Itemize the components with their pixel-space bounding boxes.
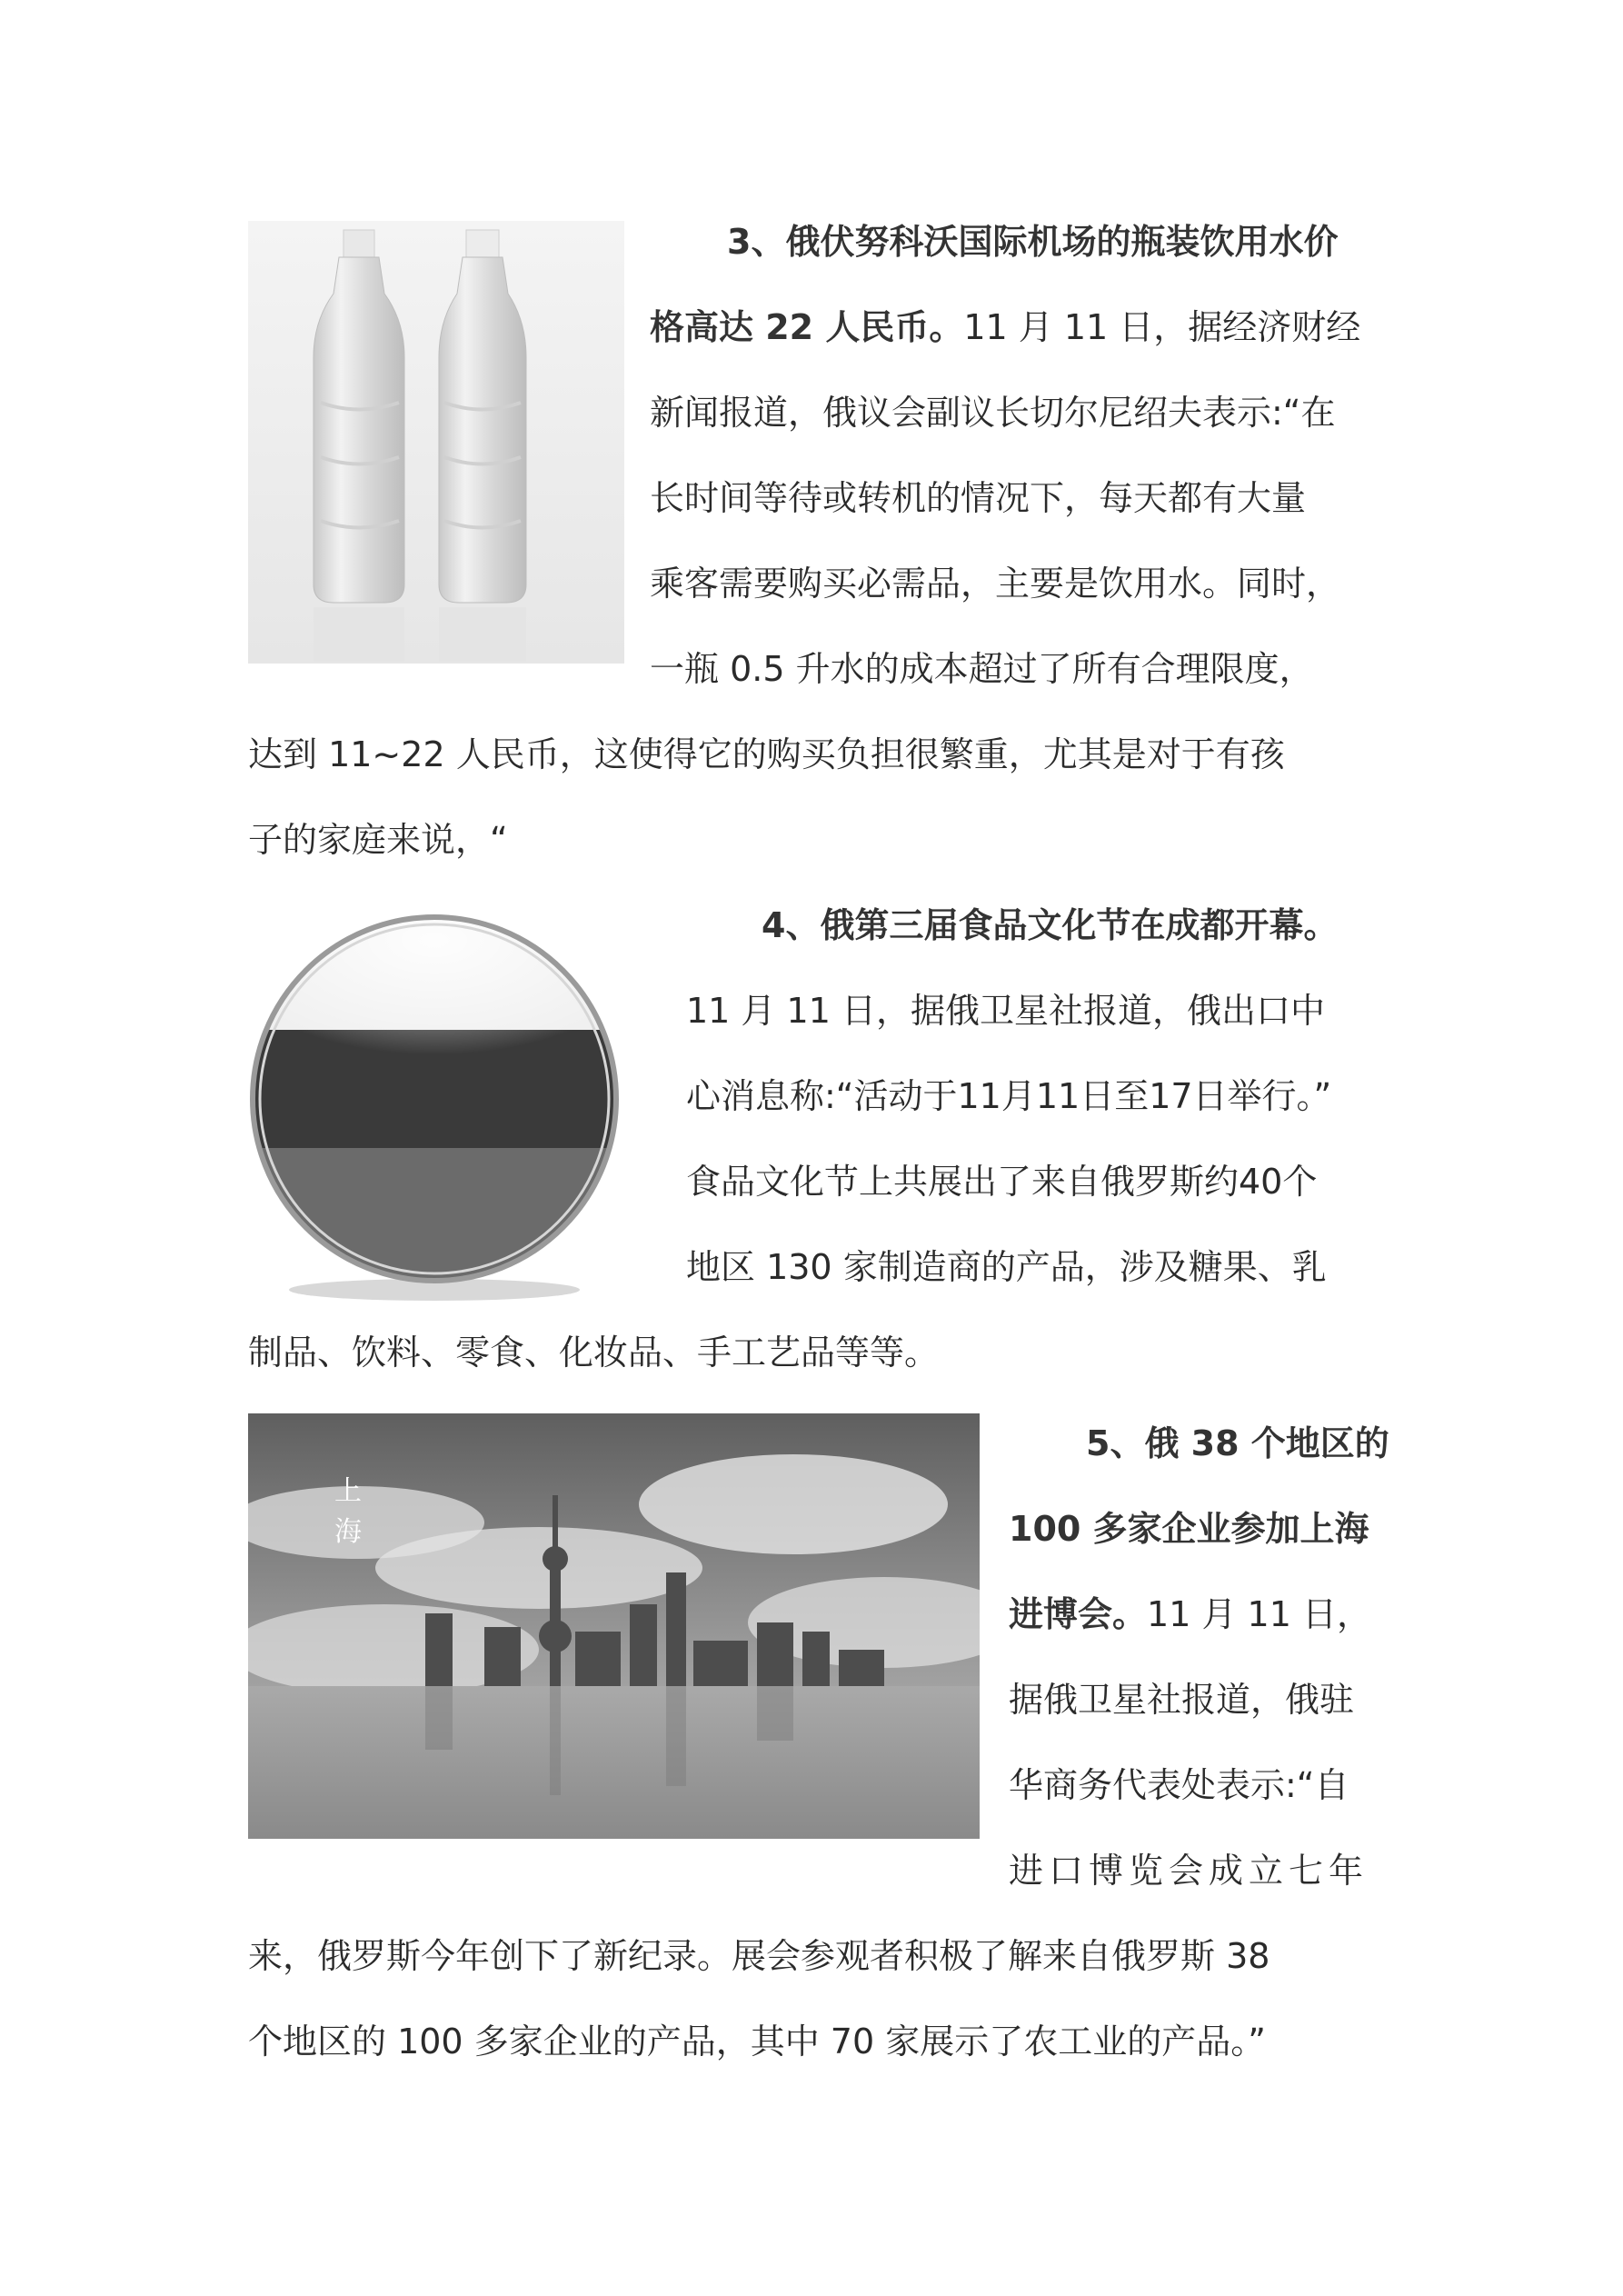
section-3-line-6: 一瓶 0.5 升水的成本超过了所有合理限度， (650, 649, 1314, 689)
section-4-line-2: 11 月 11 日，据俄卫星社报道，俄出口中 (686, 991, 1325, 1031)
water-bottles-illustration (248, 221, 624, 664)
skyline-caption-char-2: 海 (334, 1516, 362, 1548)
skyline-caption-char-1: 上 (334, 1475, 362, 1507)
section-3-line-8: 子的家庭来说，“ (248, 820, 508, 860)
section-5-line-4: 据俄卫星社报道，俄驻 (1009, 1680, 1355, 1720)
russian-flag-sphere-image (248, 893, 621, 1304)
section-4-line-5: 地区 130 家制造商的产品，涉及糖果、乳 (686, 1247, 1327, 1287)
section-4-line-3: 心消息称:“活动于11月11日至17日举行。” (686, 1076, 1332, 1116)
section-3-line-5: 乘客需要购买必需品，主要是饮用水。同时， (650, 564, 1341, 604)
section-5-headline-line-3: 进博会。 (1009, 1594, 1148, 1634)
section-4-headline: 4、俄第三届食品文化节在成都开幕。 (762, 905, 1339, 945)
section-4-line-6: 制品、饮料、零食、化妆品、手工艺品等等。 (248, 1333, 940, 1373)
section-3-line-7: 达到 11~22 人民币，这使得它的购买负担很繁重，尤其是对于有孩 (248, 734, 1285, 774)
section-3-line-4: 长时间等待或转机的情况下，每天都有大量 (650, 478, 1307, 518)
section-3-headline-line-2: 格高达 22 人民币。 (650, 307, 964, 347)
section-5-line-8: 个地区的 100 多家企业的产品，其中 70 家展示了农工业的产品。” (248, 2021, 1266, 2061)
shanghai-skyline-image (248, 1413, 980, 1839)
section-5-headline-line-1: 5、俄 38 个地区的 (1086, 1423, 1389, 1463)
flag-sphere-illustration (248, 893, 621, 1304)
section-5-line-3 (1009, 1592, 1371, 1636)
section-4-line-4: 食品文化节上共展出了来自俄罗斯约40个 (686, 1162, 1318, 1202)
section-5-line-6: 进口博览会成立七年 (1009, 1851, 1369, 1891)
section-3-date: 11 月 11 日，据经济财经 (963, 307, 1361, 347)
section-3-line-2 (650, 305, 1360, 349)
section-5-line-5: 华商务代表处表示:“自 (1009, 1765, 1349, 1805)
water-bottles-image (248, 221, 624, 664)
skyline-illustration (248, 1413, 980, 1839)
section-5-headline-line-2: 100 多家企业参加上海 (1009, 1509, 1369, 1549)
section-5-line-7: 来，俄罗斯今年创下了新纪录。展会参观者积极了解来自俄罗斯 38 (248, 1936, 1270, 1976)
section-5-date: 11 月 11 日， (1147, 1594, 1371, 1634)
section-3-headline-line-1: 3、俄伏努科沃国际机场的瓶装饮用水价 (727, 222, 1339, 262)
section-3-line-3: 新闻报道，俄议会副议长切尔尼绍夫表示:“在 (650, 393, 1336, 433)
